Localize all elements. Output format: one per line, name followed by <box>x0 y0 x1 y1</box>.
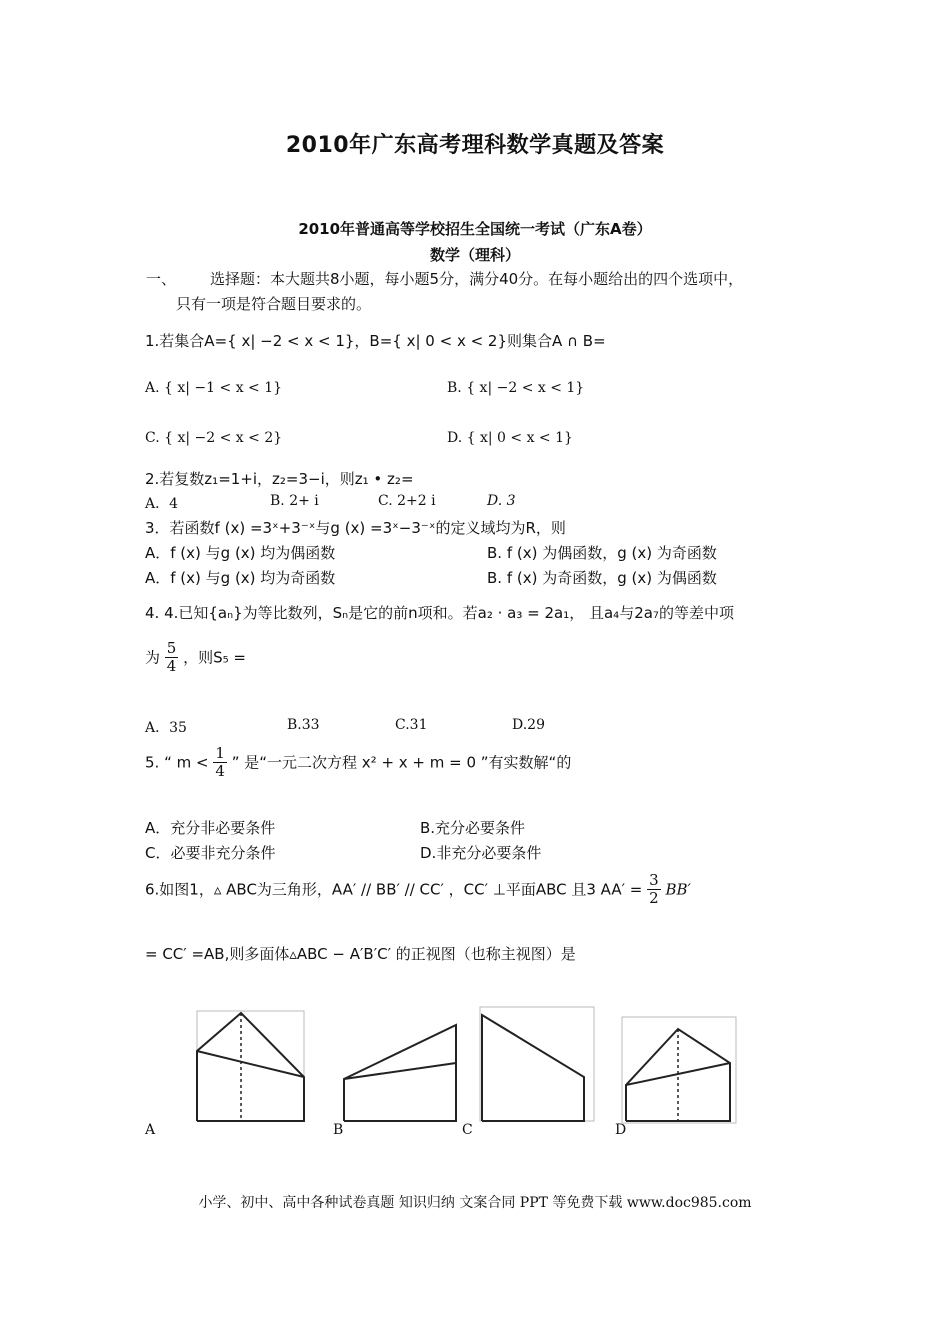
figure-label-b: B <box>333 1122 344 1138</box>
q5-option-d: D.非充分必要条件 <box>420 844 542 862</box>
figure-a <box>188 1005 315 1123</box>
q3-option-a: A．f (x) 与g (x) 均为偶函数 <box>145 544 336 562</box>
q6-line1 <box>145 872 691 908</box>
q4-option-b: B.33 <box>287 717 320 733</box>
q2-option-d: D. 3 <box>487 493 516 509</box>
q3-option-c: A．f (x) 与g (x) 均为奇函数 <box>145 569 336 587</box>
page-title: 2010年广东高考理科数学真题及答案 <box>285 133 665 158</box>
exam-title: 2010年普通高等学校招生全国统一考试（广东A卷） <box>298 220 652 238</box>
q4-stem-post: ，则S₅ = <box>183 648 246 667</box>
q3-option-d: B. f (x) 为奇函数，g (x) 为偶函数 <box>487 569 717 587</box>
q1-stem: 1.若集合A={ x| −2 < x < 1}，B={ x| 0 < x < 2}则集合A ∩ B= <box>145 332 606 350</box>
q1-option-b: B. { x| −2 < x < 1} <box>447 380 585 396</box>
q6-line1-text: 6.如图1，▵ ABC为三角形，AA′ // BB′ // CC′ ，CC′ ⊥平面ABC 且3 AA′ = <box>145 880 643 899</box>
q5-option-b: B.充分必要条件 <box>420 819 526 837</box>
q4-fraction-denominator: 4 <box>166 657 177 676</box>
q1-option-c: C. { x| −2 < x < 2} <box>145 430 283 446</box>
q4-option-d: D.29 <box>512 717 545 733</box>
q3-stem: 3．若函数f (x) =3ˣ+3⁻ˣ与g (x) =3ˣ−3⁻ˣ的定义域均为R，则 <box>145 519 566 537</box>
figure-d <box>620 1015 740 1125</box>
figure-c <box>478 1005 598 1123</box>
q4-stem-line2 <box>145 640 246 676</box>
q5-stem-post: ” 是“一元二次方程 x² + x + m = 0 ”有实数解“的 <box>231 753 572 772</box>
q2-option-b: B. 2+ i <box>270 493 319 509</box>
q2-option-a: A．4 <box>145 496 179 512</box>
q1-option-d: D. { x| 0 < x < 1} <box>447 430 573 446</box>
q6-line2: = CC′ =AB,则多面体▵ABC − A′B′C′ 的正视图（也称主视图）是 <box>145 945 576 963</box>
q2-stem: 2.若复数z₁=1+i，z₂=3−i，则z₁ • z₂= <box>145 470 414 488</box>
q6-fraction-denominator: 2 <box>649 889 659 908</box>
q5-number: 5. <box>145 753 160 772</box>
section-number: 一、 <box>146 270 177 288</box>
q3-option-b: B. f (x) 为偶函数，g (x) 为奇函数 <box>487 544 717 562</box>
q1-option-a: A. { x| −1 < x < 1} <box>145 380 283 396</box>
figure-label-c: C <box>462 1122 473 1138</box>
section-instruction-line1: 选择题：本大题共8小题，每小题5分，满分40分。在每小题给出的四个选项中， <box>210 270 744 288</box>
q2-option-c: C. 2+2 i <box>378 493 436 509</box>
figure-label-d: D <box>615 1122 627 1138</box>
subject-title: 数学（理科） <box>429 246 520 264</box>
q6-fraction <box>647 872 661 908</box>
q4-stem: 4. 4.已知{aₙ}为等比数列，Sₙ是它的前n项和。若a₂ · a₃ = 2a₁， 且a₄与2a₇的等差中项 <box>145 604 734 622</box>
q5-option-c: C．必要非充分条件 <box>145 844 276 862</box>
q6-fraction-numerator: 3 <box>649 871 659 889</box>
page-footer: 小学、初中、高中各种试卷真题 知识归纳 文案合同 PPT 等免费下载 www.doc985.com <box>198 1195 752 1211</box>
q4-stem-pre: 为 <box>145 648 161 667</box>
q4-option-c: C.31 <box>395 717 428 733</box>
q5-fraction-numerator: 1 <box>215 744 225 762</box>
q4-fraction-numerator: 5 <box>166 639 177 657</box>
section-instruction-line2: 只有一项是符合题目要求的。 <box>176 295 372 313</box>
q5-option-a: A．充分非必要条件 <box>145 819 276 837</box>
q5-stem-pre: “ m < <box>164 753 209 772</box>
q5-fraction-denominator: 4 <box>215 762 225 781</box>
q4-fraction <box>165 640 179 676</box>
q5-fraction <box>213 745 227 781</box>
q4-option-a: A．35 <box>145 720 187 736</box>
figure-b <box>340 1015 460 1125</box>
q5-stem <box>145 745 571 781</box>
figure-label-a: A <box>145 1122 156 1138</box>
q6-line1-bb: BB′ <box>665 880 691 899</box>
